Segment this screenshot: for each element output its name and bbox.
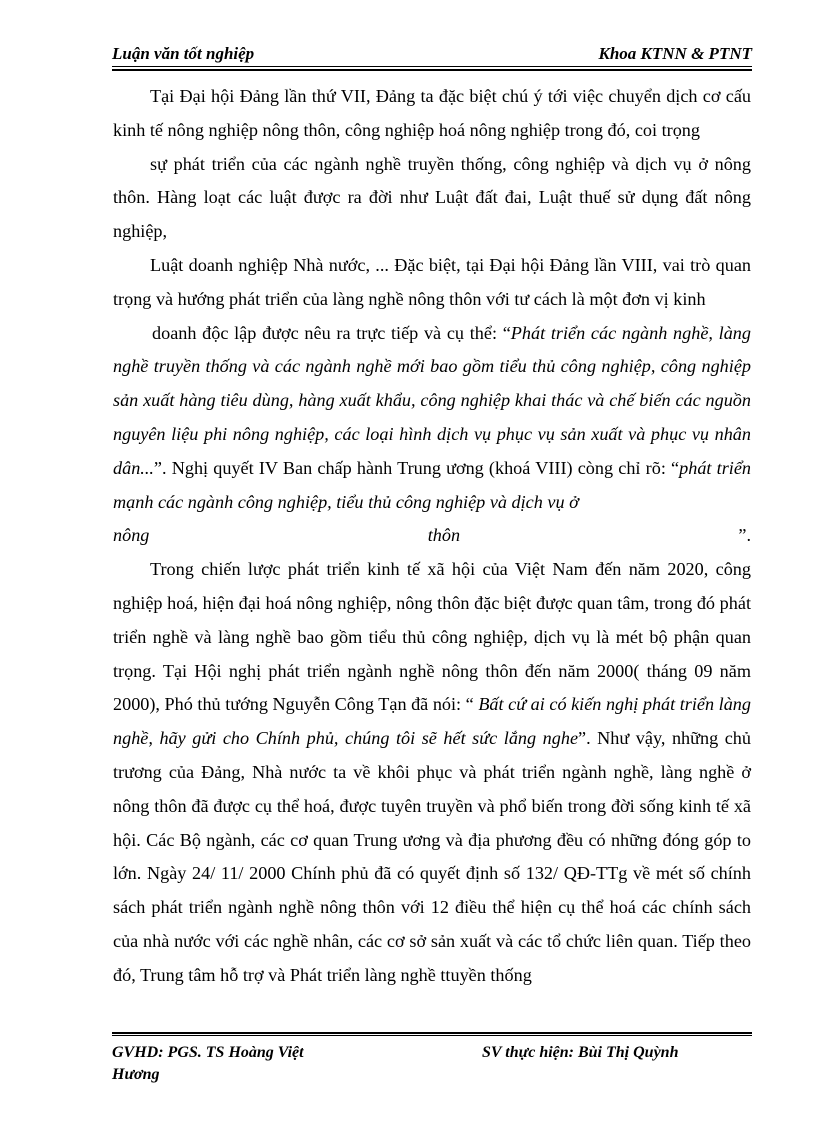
footer-advisor: GVHD: PGS. TS Hoàng Việt Hương: [112, 1044, 304, 1083]
footer-student: SV thực hiện: Bùi Thị Quỳnh: [482, 1044, 679, 1061]
p3-quote: Phát triển các ngành nghề, làng nghề truyền thống và các ngành nghề mới bao gồm tiểu thủ công nghiệp, công nghiệp sản xuất hàng tiêu dùng, hàng xuất khẩu, công nghiệp khai thác và chế biến các nguồn nguyên liệu phi nông nghiệp, các loại hình dịch vụ phục vụ sản xuất và phục vụ nhân dân...: [113, 322, 751, 478]
p4-text-b: ”. Như vậy, những chủ trương của Đảng, Nhà nước ta về khôi phục và phát triển ngành nghề, làng nghề ở nông thôn đã được cụ thể hoá, được tuyên truyền và phổ biến trong đời sống kinh tế xã hội. Các Bộ ngành, các cơ quan Trung ương và địa phương đều có những đóng góp to lớn. Ngày 24/ 11/ 2000 Chính phủ đã có quyết định số 132/ QĐ-TTg về mét số chính sách phát triển ngành nghề nông thôn với 12 điều thể hiện cụ thể hoá các chính sách của nhà nước với các nghề nhân, các cơ sở sản xuất và các tổ chức liên quan. Tiếp theo đó, Trung tâm hỗ trợ và Phát triển làng nghề ttuyền thống: [113, 728, 751, 985]
header-rule-thick: [112, 69, 752, 71]
p3-last-word-2: thôn: [427, 525, 461, 546]
p3-text-mid: ”. Nghị quyết IV Ban chấp hành Trung ương (khoá VIII) còng chỉ rõ: “: [153, 457, 680, 478]
page-header: [112, 40, 752, 64]
p3-text-start: doanh độc lập được nêu ra trực tiếp và cụ thể: “: [152, 322, 511, 343]
footer-rule-thick: [112, 1032, 752, 1034]
paragraph-4: [113, 553, 751, 992]
header-faculty-label: Khoa KTNN & PTNT: [598, 44, 752, 63]
page-footer: [112, 1032, 752, 1102]
paragraph-2: Luật doanh nghiệp Nhà nước, ... Đặc biệt, tại Đại hội Đảng lần VIII, vai trò quan trọng và hướng phát triển của làng nghề nông thôn với tư cách là một đơn vị kinh: [113, 254, 751, 309]
p3-last-close: ”.: [738, 525, 751, 546]
p4-quote: Bất cứ ai có kiến nghị phát triển làng nghề, hãy gửi cho Chính phủ, chúng tôi sẽ hết sức lắng nghe: [113, 694, 751, 749]
p3-quote-2: phát triển mạnh các ngành công nghiệp, tiểu thủ công nghiệp và dịch vụ ở: [113, 457, 751, 512]
paragraph-3: [113, 317, 751, 520]
p4-text-a: Trong chiến lược phát triển kinh tế xã hội của Việt Nam đến năm 2020, công nghiệp hoá, hiện đại hoá nông nghiệp, nông thôn đặc biệt được quan tâm, trong đó phát triển nghề và làng nghề bao gồm tiểu thủ công nghiệp, dịch vụ là mét bộ phận quan trọng. Tại Hội nghị phát triển ngành nghề nông thôn đến năm 2000( tháng 09 năm 2000), Phó thủ tướng Nguyễn Công Tạn đã nói: “: [113, 559, 751, 715]
footer-rule: [112, 1035, 752, 1036]
paragraph-1-cont: sự phát triển của các ngành nghề truyền thống, công nghiệp và dịch vụ ở nông thôn. Hàng loạt các luật được ra đời như Luật đất đai, Luật thuế sử dụng đất nông nghiệp,: [113, 153, 751, 242]
header-thesis-label: Luận văn tốt nghiệp: [112, 44, 255, 63]
body-text: [113, 80, 751, 993]
p3-last-word-1: nông: [113, 525, 150, 546]
p3-last-line: [113, 519, 751, 553]
header-rule: [112, 66, 752, 67]
paragraph-1: Tại Đại hội Đảng lần thứ VII, Đảng ta đặc biệt chú ý tới việc chuyển dịch cơ cấu kinh tế nông nghiệp nông thôn, công nghiệp hoá nông nghiệp trong đó, coi trọng: [113, 86, 751, 140]
